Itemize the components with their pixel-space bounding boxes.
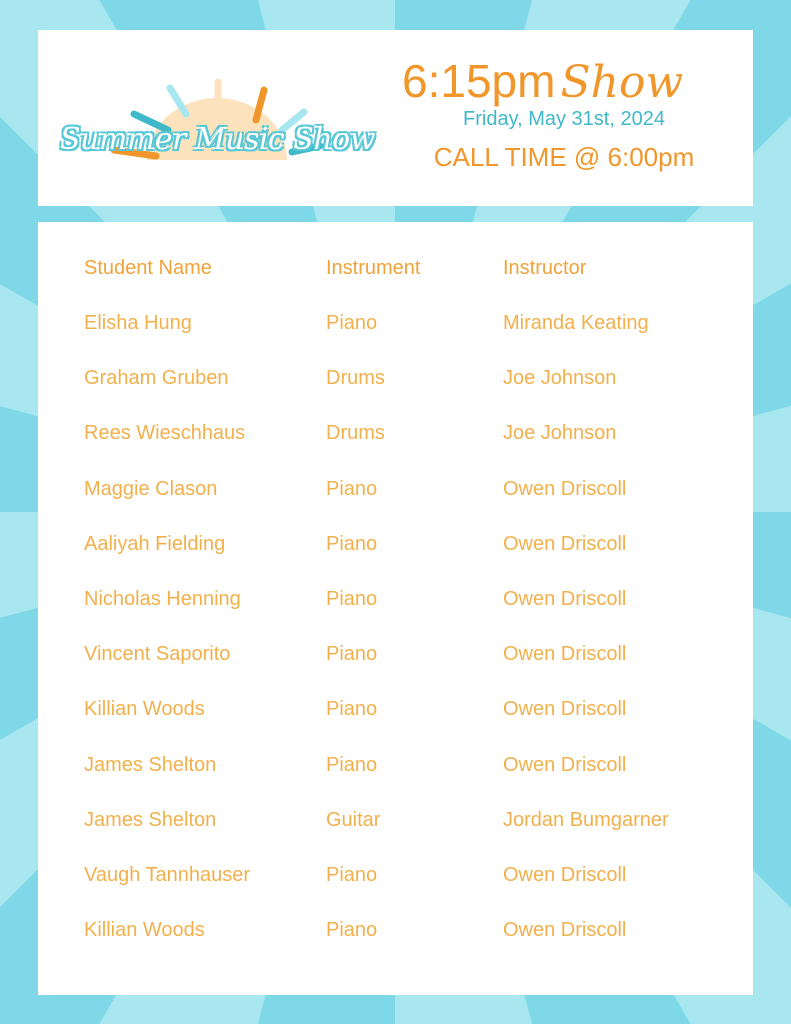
instructor-cell: Owen Driscoll xyxy=(503,919,627,942)
show-time: 6:15pm xyxy=(402,55,556,107)
instructor-cell: Owen Driscoll xyxy=(503,532,627,555)
student-name-cell: Vincent Saporito xyxy=(84,643,231,666)
show-date: Friday, May 31st, 2024 xyxy=(463,108,665,130)
instrument-cell: Guitar xyxy=(326,808,381,831)
student-name-cell: Vaugh Tannhauser xyxy=(84,864,251,886)
student-name-cell: Elisha Hung xyxy=(84,312,192,334)
instructor-cell: Owen Driscoll xyxy=(503,698,627,721)
instructor-cell: Joe Johnson xyxy=(503,367,617,390)
instructor-cell: Joe Johnson xyxy=(503,422,617,445)
student-list-card xyxy=(38,222,753,995)
instrument-cell: Piano xyxy=(326,532,378,555)
instrument-cell: Drums xyxy=(326,422,385,445)
instrument-cell: Drums xyxy=(326,367,385,390)
student-name-cell: Rees Wieschhaus xyxy=(84,422,246,445)
column-header-instructor: Instructor xyxy=(503,257,587,279)
instrument-cell: Piano xyxy=(326,864,378,886)
instrument-cell: Piano xyxy=(326,312,378,334)
call-time: CALL TIME @ 6:00pm xyxy=(433,142,695,172)
instructor-cell: Owen Driscoll xyxy=(503,588,627,610)
student-name-cell: Aaliyah Fielding xyxy=(84,532,226,555)
student-name-cell: Maggie Clason xyxy=(84,477,218,500)
student-name-cell: James Shelton xyxy=(84,808,217,831)
instructor-cell: Owen Driscoll xyxy=(503,477,627,500)
instructor-cell: Owen Driscoll xyxy=(503,643,627,666)
student-name-cell: Graham Gruben xyxy=(84,367,229,390)
student-name-cell: Killian Woods xyxy=(84,919,205,942)
instructor-cell: Miranda Keating xyxy=(503,312,649,334)
instrument-cell: Piano xyxy=(326,643,378,666)
column-header-student-name: Student Name xyxy=(84,257,212,279)
instrument-cell: Piano xyxy=(326,753,378,776)
student-name-cell: James Shelton xyxy=(84,753,217,776)
column-header-instrument: Instrument xyxy=(326,257,421,279)
logo-text: Summer Music Show xyxy=(60,122,375,157)
instrument-cell: Piano xyxy=(326,698,378,721)
show-title xyxy=(402,54,683,108)
instructor-cell: Owen Driscoll xyxy=(503,864,627,886)
instructor-cell: Owen Driscoll xyxy=(503,753,627,776)
show-word: Show xyxy=(560,57,684,108)
student-name-cell: Nicholas Henning xyxy=(84,588,241,610)
header-card xyxy=(38,30,753,206)
instrument-cell: Piano xyxy=(326,477,378,500)
student-name-cell: Killian Woods xyxy=(84,698,205,721)
instrument-cell: Piano xyxy=(326,588,378,610)
instructor-cell: Jordan Bumgarner xyxy=(503,808,669,831)
instrument-cell: Piano xyxy=(326,919,378,942)
